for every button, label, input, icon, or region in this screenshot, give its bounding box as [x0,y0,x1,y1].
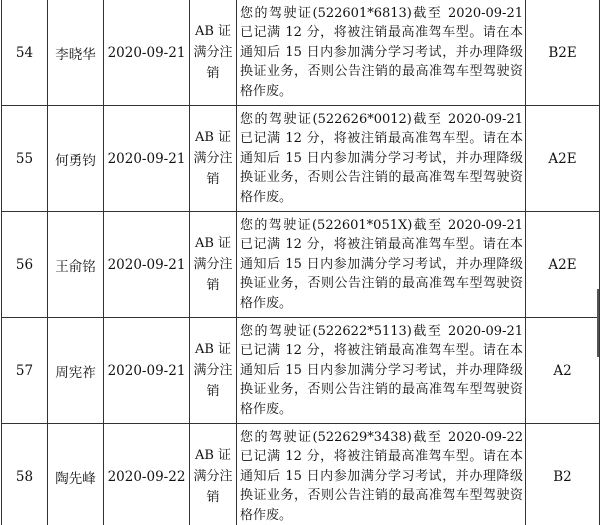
reason-cell: 您的驾驶证(522626*0012)截至 2020-09-21 已记满 12 分，将被注销最高准驾车型。请在本通知后 15 日内参加满分学习考试，并办理降级换证业务，否则公告注销的最高准驾车型驾驶资格作废。 [237,106,526,212]
reason-cell: 您的驾驶证(522601*6813)截至 2020-09-21 已记满 12 分，将被注销最高准驾车型。请在本通知后 15 日内参加满分学习考试，并办理降级换证业务，否则公告注销的最高准驾车型驾驶资格作废。 [237,0,526,106]
table-row [2,318,600,424]
person-name: 陶先峰 [48,424,104,525]
row-number: 54 [2,0,48,106]
type-cell: AB 证满分注销 [190,0,237,106]
reason-cell: 您的驾驶证(522622*5113)截至 2020-09-21 已记满 12 分，将被注销最高准驾车型。请在本通知后 15 日内参加满分学习考试，并办理降级换证业务，否则公告注销的最高准驾车型驾驶资格作废。 [237,318,526,424]
date-cell: 2020-09-22 [104,424,190,525]
type-cell: AB 证满分注销 [190,318,237,424]
table-row [2,212,600,318]
type-cell: AB 证满分注销 [190,212,237,318]
license-class: A2E [526,106,600,212]
license-class: A2E [526,212,600,318]
date-cell: 2020-09-21 [104,318,190,424]
reason-cell: 您的驾驶证(522629*3438)截至 2020-09-22 已记满 12 分，将被注销最高准驾车型。请在本通知后 15 日内参加满分学习考试，并办理降级换证业务，否则公告注销的最高准驾车型驾驶资格作废。 [237,424,526,525]
license-class: A2 [526,318,600,424]
edge-rule [597,289,599,357]
notice-table [1,0,600,525]
row-number: 58 [2,424,48,525]
date-cell: 2020-09-21 [104,0,190,106]
row-number: 55 [2,106,48,212]
table-row [2,106,600,212]
table-row [2,424,600,525]
type-cell: AB 证满分注销 [190,106,237,212]
type-cell: AB 证满分注销 [190,424,237,525]
license-class: B2E [526,0,600,106]
person-name: 李晓华 [48,0,104,106]
date-cell: 2020-09-21 [104,212,190,318]
reason-cell: 您的驾驶证(522601*051X)截至 2020-09-21 已记满 12 分，将被注销最高准驾车型。请在本通知后 15 日内参加满分学习考试，并办理降级换证业务，否则公告注销的最高准驾车型驾驶资格作废。 [237,212,526,318]
license-class: B2 [526,424,600,525]
person-name: 王俞铭 [48,212,104,318]
person-name: 何勇钧 [48,106,104,212]
date-cell: 2020-09-21 [104,106,190,212]
person-name: 周宪祚 [48,318,104,424]
table-row [2,0,600,106]
row-number: 56 [2,212,48,318]
row-number: 57 [2,318,48,424]
